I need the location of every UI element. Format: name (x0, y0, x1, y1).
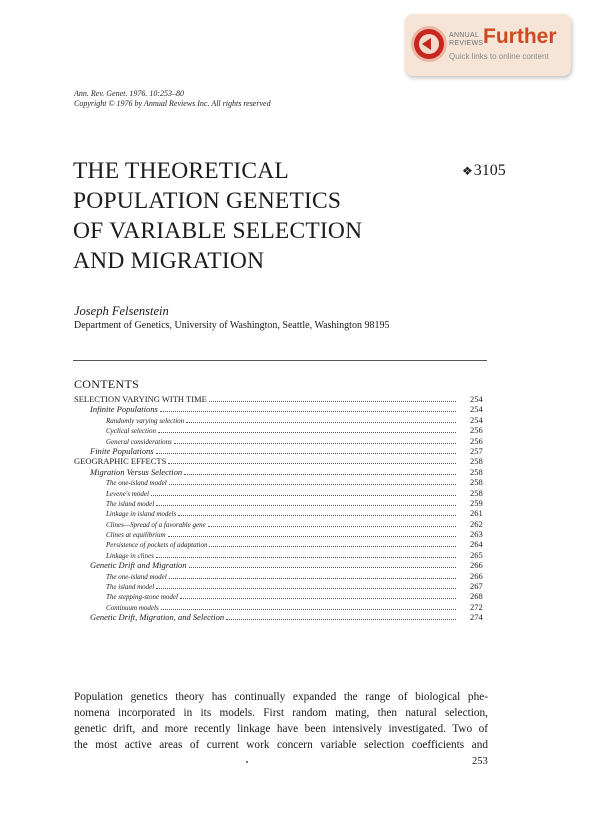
article-code (462, 162, 506, 180)
toc-entry-label: General considerations (106, 437, 172, 446)
toc-entry-label: Genetic Drift, Migration, and Selection (90, 612, 225, 623)
toc-entry-page: 263 (470, 529, 483, 540)
toc-leader-dots (178, 508, 456, 516)
banner-publisher: ANNUAL REVIEWS (449, 32, 484, 47)
toc-entry-page: 258 (470, 456, 483, 467)
toc-entry[interactable] (74, 519, 488, 529)
banner-brand: Further (483, 25, 557, 48)
author-name: Joseph Felsenstein (74, 304, 169, 318)
title-line: AND MIGRATION (73, 248, 265, 274)
toc-entry[interactable] (74, 394, 488, 404)
toc-entry[interactable] (74, 456, 488, 466)
toc-entry-label: Clines—Spread of a favorable gene (106, 520, 206, 529)
toc-entry-label: Infinite Populations (90, 404, 158, 415)
toc-entry[interactable] (74, 539, 488, 549)
toc-entry[interactable] (74, 477, 488, 487)
toc-leader-dots (156, 498, 456, 506)
toc-entry-page: 256 (470, 435, 483, 446)
body-line: Population genetics theory has continually expanded the range of biological phe- (74, 691, 488, 703)
toc-entry-page: 258 (470, 487, 483, 498)
toc-leader-dots (208, 519, 456, 527)
toc-entry-label: Linkage in island models (106, 510, 177, 519)
toc-entry-label: Finite Populations (90, 445, 154, 456)
toc-entry-page: 261 (470, 508, 483, 519)
toc-entry-label: Randomly varying selection (106, 416, 185, 425)
copyright-line: Copyright © 1976 by Annual Reviews Inc. All rights reserved (74, 99, 271, 108)
table-of-contents (74, 394, 488, 623)
toc-leader-dots (180, 591, 456, 599)
body-line: genetic drift, and more recently linkage have been intensively investigated. Two of (74, 723, 488, 735)
citation-line: Ann. Rev. Genet. 1976. 10:253–80 (74, 89, 185, 98)
toc-entry-page: 259 (470, 497, 483, 508)
toc-entry[interactable] (74, 404, 488, 414)
toc-entry-label: Continuum models (106, 603, 159, 612)
toc-entry[interactable] (74, 581, 488, 591)
toc-entry-label: Migration Versus Selection (90, 466, 183, 477)
toc-entry-page: 254 (470, 394, 483, 404)
toc-entry-page: 254 (470, 404, 483, 415)
toc-entry[interactable] (74, 591, 488, 601)
diamond-icon: ❖ (462, 164, 473, 178)
title-line: OF VARIABLE SELECTION (73, 218, 363, 244)
toc-entry[interactable] (74, 571, 488, 581)
body-line: nomena incorporated in its models. First random mating, then natural selection, (74, 707, 488, 719)
toc-entry[interactable] (74, 488, 488, 498)
toc-entry-page: 257 (470, 445, 483, 456)
toc-entry-label: Clines at equilibrium (106, 531, 166, 540)
citation (74, 89, 271, 109)
back-arrow-icon (414, 29, 444, 59)
toc-leader-dots (209, 394, 456, 402)
toc-entry-page: 268 (470, 591, 483, 602)
toc-entry[interactable] (74, 508, 488, 518)
toc-entry-page: 256 (470, 425, 483, 436)
toc-entry-label: Levene's model (106, 489, 149, 498)
toc-entry-page: 272 (470, 601, 483, 612)
toc-entry-label: Genetic Drift and Migration (90, 560, 187, 571)
toc-entry-label: The one-island model (106, 572, 167, 581)
toc-entry[interactable] (74, 612, 488, 622)
toc-entry[interactable] (74, 436, 488, 446)
toc-leader-dots (184, 467, 456, 475)
toc-leader-dots (151, 488, 456, 496)
toc-entry-label: GEOGRAPHIC EFFECTS (74, 456, 167, 467)
toc-entry-page: 262 (470, 518, 483, 529)
toc-entry-label: SELECTION VARYING WITH TIME (74, 394, 207, 404)
toc-entry-page: 265 (470, 549, 483, 560)
toc-entry-label: Persistence of pockets of adaptation (106, 541, 208, 550)
toc-entry[interactable] (74, 602, 488, 612)
toc-entry-page: 266 (470, 570, 483, 581)
toc-leader-dots (156, 550, 456, 558)
author-affiliation: Department of Genetics, University of Washington, Seattle, Washington 98195 (74, 320, 390, 331)
toc-entry-page: 267 (470, 581, 483, 592)
toc-entry-label: The island model (106, 499, 155, 508)
toc-leader-dots (189, 560, 456, 568)
article-title (73, 156, 433, 276)
toc-leader-dots (186, 415, 456, 423)
toc-entry-label: The stepping-stone model (106, 593, 178, 602)
toc-entry-page: 258 (470, 466, 483, 477)
toc-leader-dots (156, 446, 456, 454)
toc-entry-label: Cyclical selection (106, 427, 156, 436)
contents-heading: CONTENTS (74, 377, 140, 391)
toc-leader-dots (168, 529, 457, 537)
toc-entry-page: 254 (470, 414, 483, 425)
article-code-number: 3105 (473, 162, 506, 179)
toc-entry[interactable] (74, 498, 488, 508)
toc-entry[interactable] (74, 415, 488, 425)
toc-leader-dots (160, 404, 456, 412)
body-line: the most active areas of current work concern variable selection coefficients and (74, 739, 488, 751)
toc-entry-label: Linkage in clines (106, 551, 154, 560)
toc-leader-dots (168, 456, 456, 464)
toc-entry-page: 274 (470, 612, 483, 623)
toc-leader-dots (169, 477, 456, 485)
title-line: POPULATION GENETICS (73, 188, 342, 214)
toc-entry[interactable] (74, 467, 488, 477)
toc-leader-dots (226, 612, 456, 620)
scan-speck (246, 761, 248, 763)
toc-leader-dots (161, 602, 456, 610)
toc-entry-label: The one-island model (106, 479, 167, 488)
toc-entry[interactable] (74, 560, 488, 570)
toc-entry-page: 258 (470, 477, 483, 488)
toc-leader-dots (156, 581, 456, 589)
page-number: 253 (472, 756, 488, 767)
toc-entry-label: The island model (106, 583, 155, 592)
toc-leader-dots (174, 436, 456, 444)
toc-leader-dots (209, 539, 456, 547)
toc-entry-page: 266 (470, 560, 483, 571)
banner-tagline: Quick links to online content (449, 52, 549, 61)
toc-entry-page: 264 (470, 539, 483, 550)
toc-leader-dots (169, 571, 456, 579)
toc-entry[interactable] (74, 529, 488, 539)
annual-reviews-further-banner[interactable] (405, 14, 571, 76)
body-paragraph (74, 689, 488, 753)
title-line: THE THEORETICAL (73, 158, 289, 184)
divider (73, 360, 487, 361)
toc-entry[interactable] (74, 425, 488, 435)
toc-entry[interactable] (74, 446, 488, 456)
toc-entry[interactable] (74, 550, 488, 560)
toc-leader-dots (158, 425, 456, 433)
